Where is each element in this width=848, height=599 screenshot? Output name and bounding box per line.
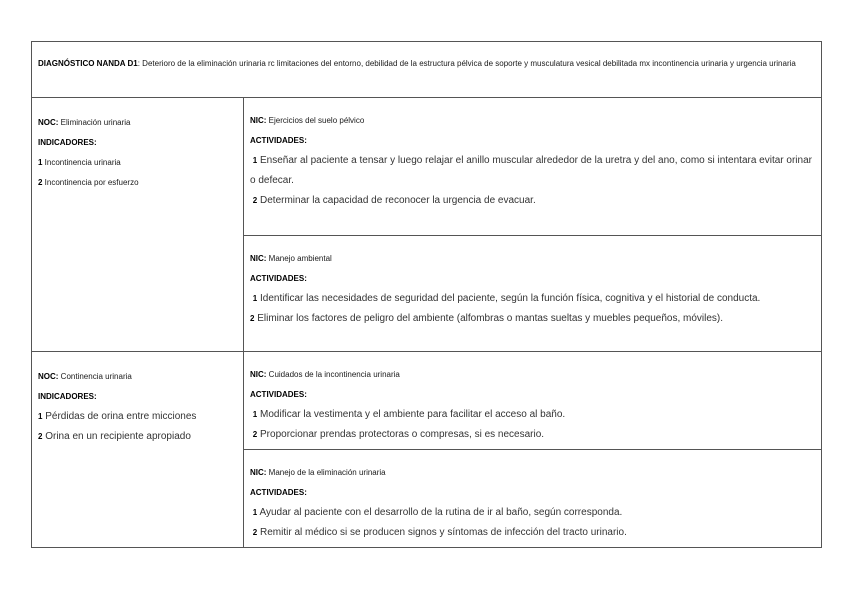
activity-text: Ayudar al paciente con el desarrollo de la rutina de ir al baño, según corresponda. — [257, 507, 623, 518]
nic-block-1a — [244, 98, 821, 235]
activity-text: Modificar la vestimenta y el ambiente para facilitar el acceso al baño. — [257, 409, 566, 420]
activity-text: Remitir al médico si se producen signos y síntomas de infección del tracto urinario. — [257, 527, 627, 538]
nic-cell-1 — [244, 98, 822, 352]
nic-block-2a — [244, 352, 821, 449]
activity-num: 1 — [252, 508, 258, 517]
diagnosis-cell — [32, 42, 822, 98]
activities-label: ACTIVIDADES: — [250, 136, 307, 145]
activity-item — [250, 503, 815, 523]
nic-label: NIC: — [250, 116, 267, 125]
activity-item — [250, 405, 815, 425]
noc-block-1 — [32, 98, 243, 199]
indicators-label: INDICADORES: — [38, 392, 97, 401]
activity-item — [250, 425, 815, 445]
noc-value: Continencia urinaria — [58, 372, 132, 381]
nic-block-2b — [244, 449, 821, 547]
indicator-item — [38, 407, 237, 427]
section-row-2 — [32, 352, 822, 548]
section-row-1 — [32, 98, 822, 352]
nic-label: NIC: — [250, 468, 267, 477]
activity-num: 1 — [252, 294, 258, 303]
indicator-item — [38, 153, 237, 173]
noc-block-2 — [32, 352, 243, 453]
activity-num: 2 — [252, 196, 258, 205]
indicators-label: INDICADORES: — [38, 138, 97, 147]
indicator-text: Incontinencia por esfuerzo — [42, 178, 139, 187]
indicator-num: 1 — [38, 158, 43, 167]
activity-num: 2 — [252, 430, 258, 439]
indicator-num: 1 — [38, 412, 43, 421]
diagnosis-label: DIAGNÓSTICO NANDA D1 — [38, 59, 138, 68]
activities-label: ACTIVIDADES: — [250, 390, 307, 399]
nic-value: Manejo ambiental — [266, 254, 332, 263]
nic-value: Manejo de la eliminación urinaria — [266, 468, 386, 477]
noc-cell-2 — [32, 352, 244, 548]
noc-cell-1 — [32, 98, 244, 352]
diagnosis-text — [32, 42, 821, 78]
nic-label: NIC: — [250, 370, 267, 379]
activity-item — [250, 191, 815, 211]
activities-label: ACTIVIDADES: — [250, 488, 307, 497]
activity-text: Proporcionar prendas protectoras o compresas, si es necesario. — [257, 429, 545, 440]
diagnosis-description: : Deterioro de la eliminación urinaria rc limitaciones del entorno, debilidad de la estructura pélvica de soporte y musculatura vesical debilitada mx incontinencia urinaria y urgencia urinaria — [137, 59, 796, 68]
diagnosis-row — [32, 42, 822, 98]
activities-label: ACTIVIDADES: — [250, 274, 307, 283]
indicator-text: Pérdidas de orina entre micciones — [42, 411, 197, 422]
nic-block-1b — [244, 235, 821, 333]
indicator-text: Incontinencia urinaria — [42, 158, 121, 167]
indicator-item — [38, 427, 237, 447]
activity-num: 1 — [252, 410, 258, 419]
nic-cell-2 — [244, 352, 822, 548]
activity-text: Determinar la capacidad de reconocer la urgencia de evacuar. — [257, 195, 536, 206]
indicator-item — [38, 173, 237, 193]
activity-item — [250, 523, 815, 543]
indicator-num: 2 — [38, 432, 43, 441]
activity-num: 1 — [252, 156, 258, 165]
activity-num: 2 — [252, 528, 258, 537]
nic-label: NIC: — [250, 254, 267, 263]
care-plan-table — [31, 41, 822, 548]
nic-value: Cuidados de la incontinencia urinaria — [266, 370, 400, 379]
indicator-num: 2 — [38, 178, 43, 187]
indicator-text: Orina en un recipiente apropiado — [42, 431, 191, 442]
activity-item — [250, 289, 815, 309]
activity-num: 2 — [250, 314, 255, 323]
noc-value: Eliminación urinaria — [58, 118, 131, 127]
activity-text: Enseñar al paciente a tensar y luego relajar el anillo muscular alrededor de la uretra y del ano, como si intentara evitar orinar o defecar. — [250, 155, 812, 186]
activity-item — [250, 151, 815, 191]
activity-text: Eliminar los factores de peligro del ambiente (alfombras o mantas sueltas y muebles pequeños, móviles). — [254, 313, 724, 324]
activity-text: Identificar las necesidades de seguridad del paciente, según la función física, cognitiva y el historial de conducta. — [257, 293, 761, 304]
noc-label: NOC: — [38, 372, 59, 381]
noc-label: NOC: — [38, 118, 59, 127]
activity-item — [250, 309, 815, 329]
nic-value: Ejercicios del suelo pélvico — [266, 116, 365, 125]
